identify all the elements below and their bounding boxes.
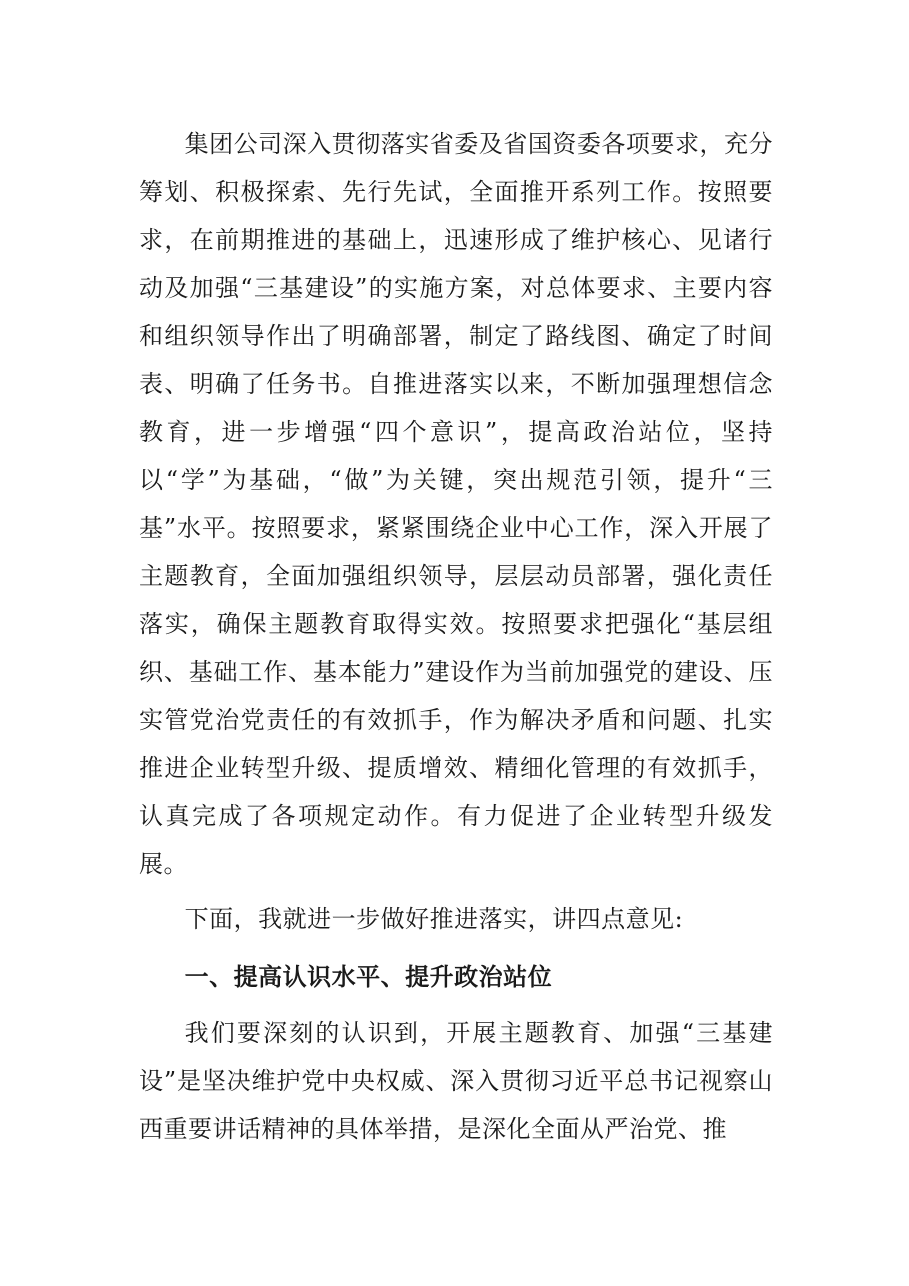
section-heading: 一、提高认识水平、提升政治站位 [184, 963, 553, 991]
body-paragraph: 我们要深刻的认识到，开展主题教育、加强“三基建设”是坚决维护党中央权威、深入贯彻习近平总书记视察山西重要讲话精神的具体举措，是深化全面从严治党、推 [139, 1019, 773, 1143]
body-paragraph: 下面，我就进一步做好推进落实，讲四点意见: [184, 905, 684, 933]
document-page [139, 120, 773, 1153]
body-paragraph: 集团公司深入贯彻落实省委及省国资委各项要求，充分筹划、积极探索、先行先试，全面推开系列工作。按照要求，在前期推进的基础上，迅速形成了维护核心、见诸行动及加强“三基建设”的实施方案，对总体要求、主要内容和组织领导作出了明确部署，制定了路线图、确定了时间表、明确了任务书。自推进落实以来，不断加强理想信念教育，进一步增强“四个意识”，提高政治站位，坚持以“学”为基础，“做”为关键，突出规范引领，提升“三基”水平。按照要求，紧紧围绕企业中心工作，深入开展了主题教育，全面加强组织领导，层层动员部署，强化责任落实，确保主题教育取得实效。按照要求把强化“基层组织、基础工作、基本能力”建设作为当前加强党的建设、压实管党治党责任的有效抓手，作为解决矛盾和问题、扎实推进企业转型升级、提质增效、精细化管理的有效抓手，认真完成了各项规定动作。有力促进了企业转型升级发展。 [139, 130, 773, 878]
